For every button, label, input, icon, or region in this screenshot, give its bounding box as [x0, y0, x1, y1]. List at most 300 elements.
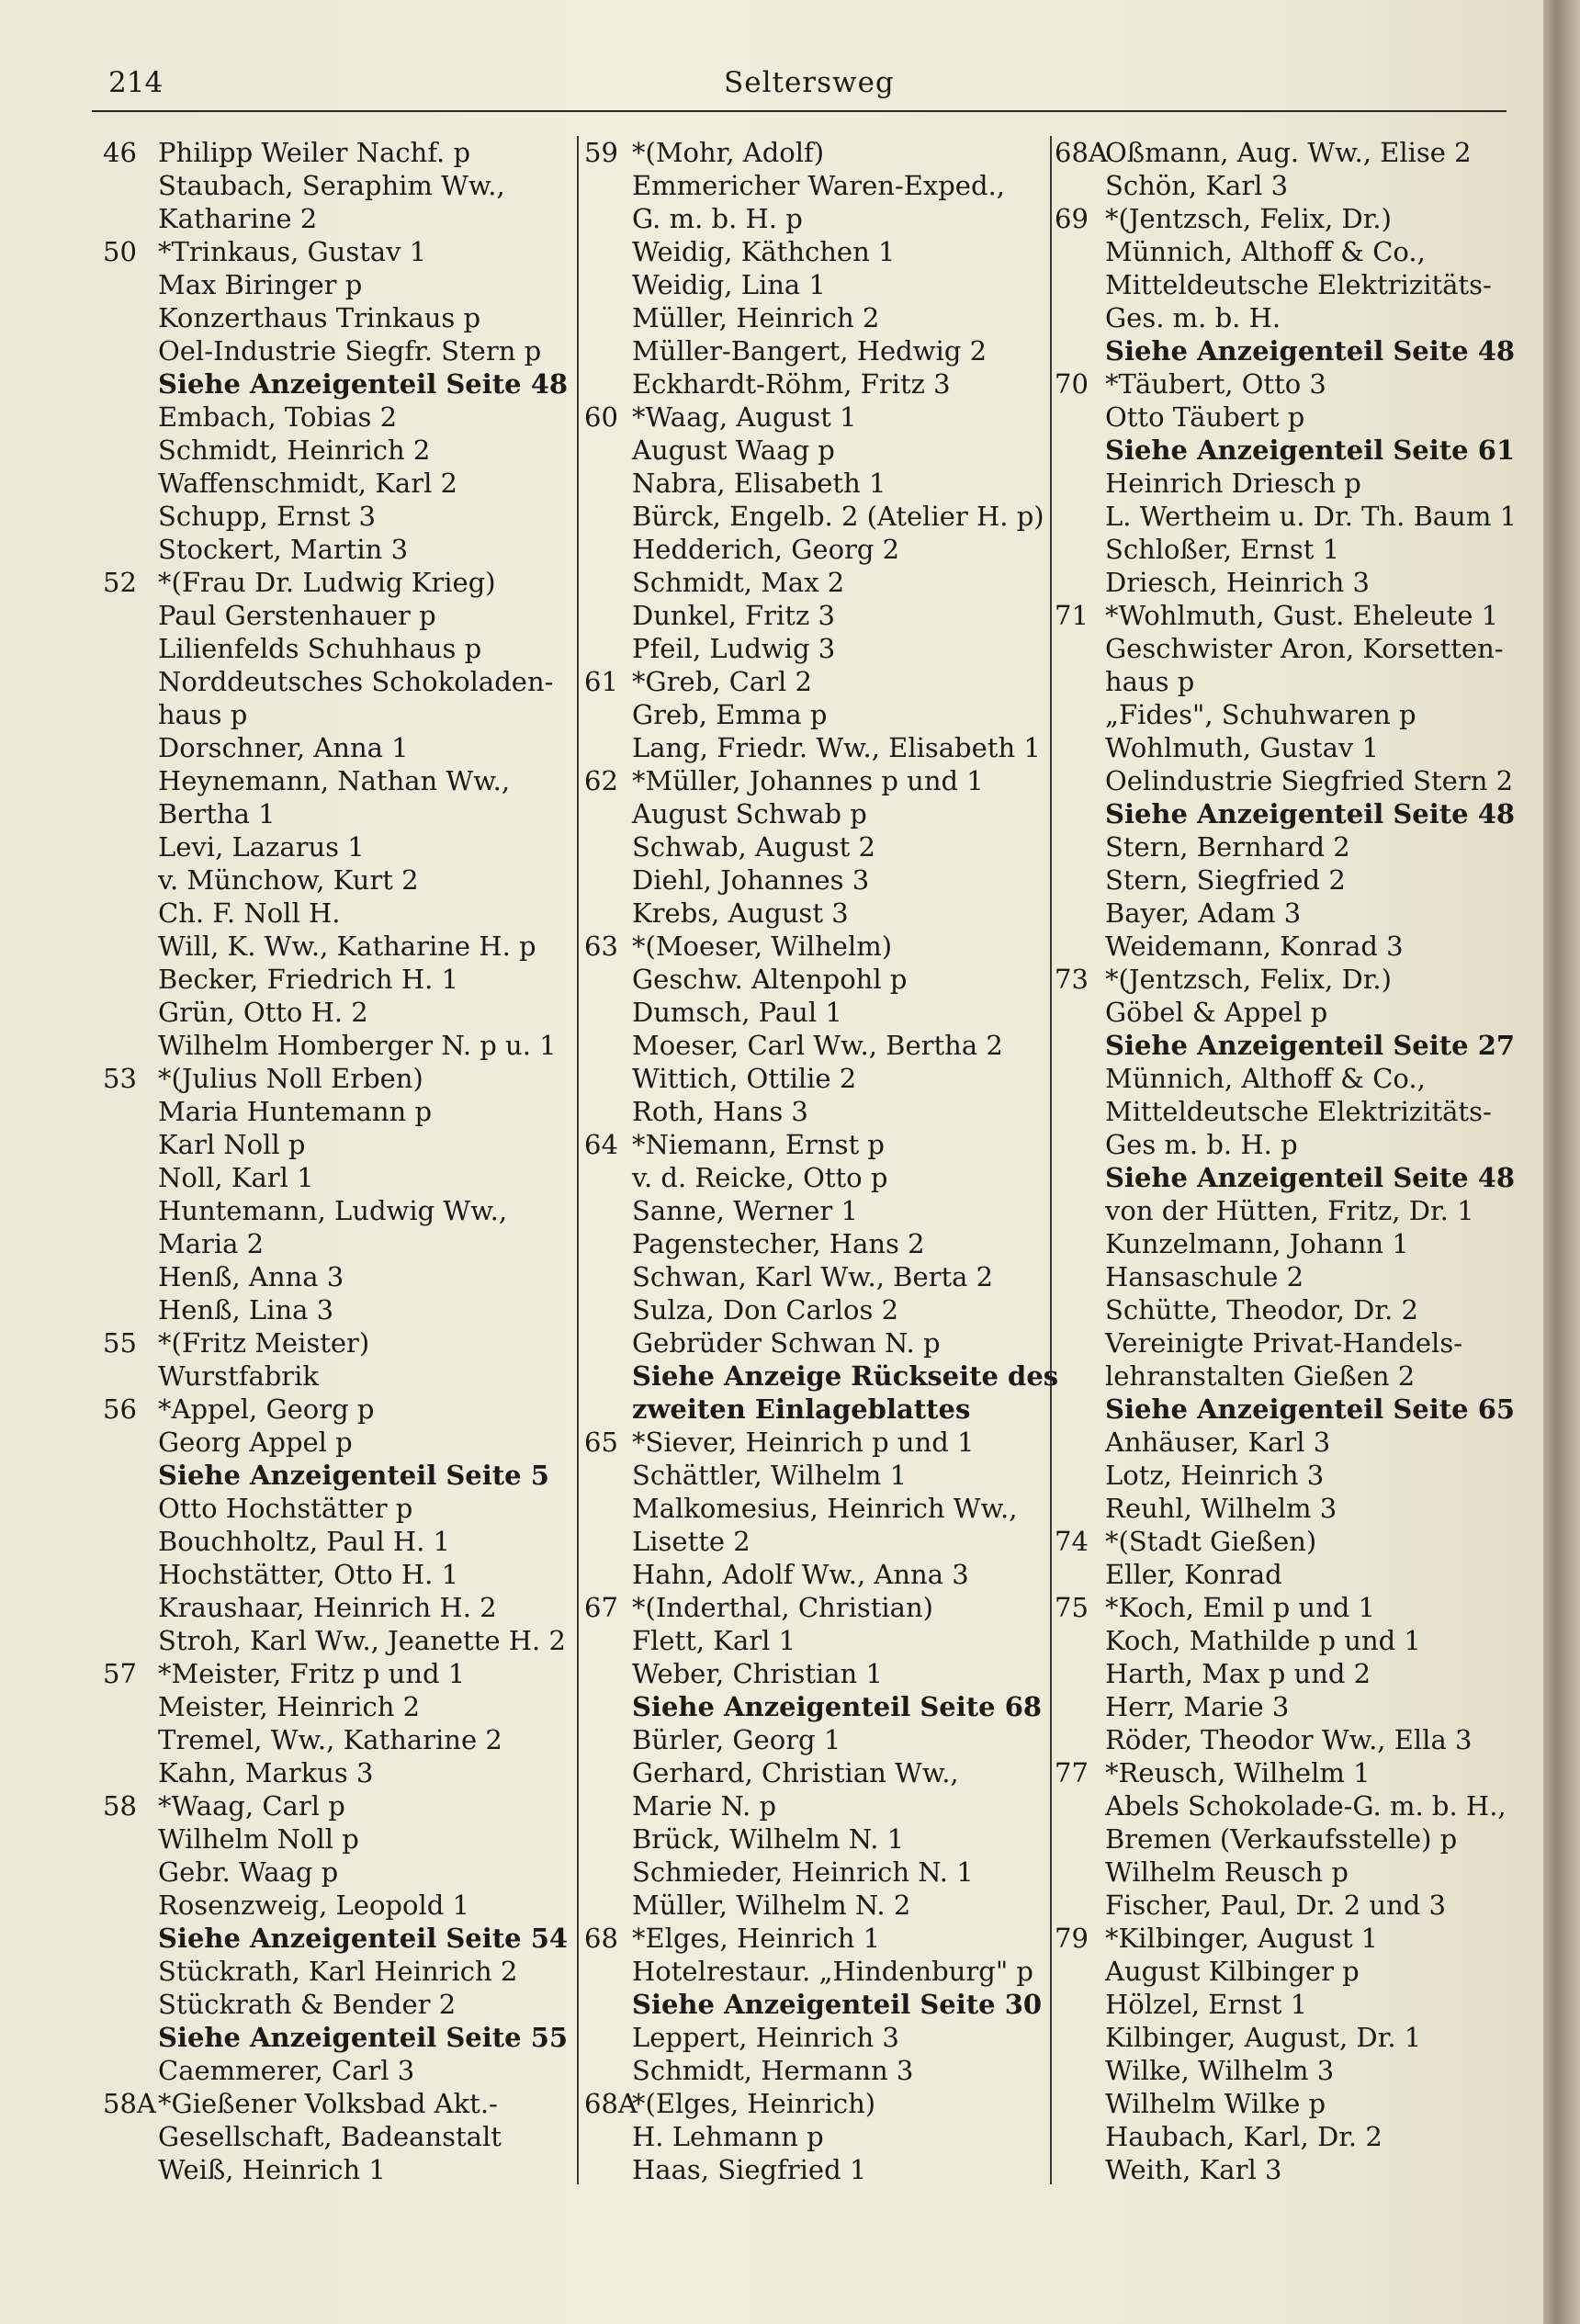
directory-entry [1055, 1558, 1505, 1591]
entry-text: Katharine 2 [158, 203, 318, 234]
street-title: Seltersweg [724, 66, 895, 99]
directory-entry [584, 863, 1044, 897]
header-rule [92, 110, 1507, 112]
directory-entry [584, 1492, 1044, 1525]
directory-entry [584, 1293, 1044, 1326]
entry-text: Siehe Anzeigenteil Seite 27 [1105, 1030, 1516, 1061]
directory-entry [584, 996, 1044, 1029]
entry-text: Kahn, Markus 3 [158, 1757, 374, 1788]
advert-reference [584, 1359, 1059, 1393]
directory-entry [103, 1194, 567, 1227]
directory-entry [584, 2021, 1044, 2054]
entry-text: Müller, Wilhelm N. 2 [632, 1890, 911, 1921]
entry-text: Röder, Theodor Ww., Ella 3 [1105, 1724, 1473, 1755]
entry-text: Siehe Anzeigenteil Seite 48 [1105, 1162, 1516, 1193]
directory-entry [584, 334, 1044, 367]
entry-text: Stroh, Karl Ww., Jeanette H. 2 [158, 1625, 566, 1656]
house-number: 79 [1055, 1923, 1089, 1954]
directory-entry [1055, 665, 1505, 698]
entry-text: zweiten Einlageblattes [632, 1393, 971, 1425]
entry-text: Paul Gerstenhauer p [158, 600, 436, 631]
directory-entry [1055, 2120, 1505, 2153]
entry-text: Becker, Friedrich H. 1 [158, 964, 459, 995]
entry-text: Koch, Mathilde p und 1 [1105, 1625, 1421, 1656]
entry-text: Oelindustrie Siegfried Stern 2 [1105, 765, 1514, 796]
directory-entry [103, 334, 567, 367]
directory-entry [103, 2120, 567, 2153]
directory-entry [103, 1591, 567, 1624]
entry-text: Mitteldeutsche Elektrizitäts- [1105, 269, 1492, 300]
directory-entry [1055, 1359, 1505, 1393]
entry-text: Henß, Anna 3 [158, 1261, 344, 1292]
directory-entry [103, 1988, 567, 2021]
directory-entry [584, 1657, 1044, 1690]
entry-text: Georg Appel p [158, 1427, 353, 1458]
directory-entry [103, 1723, 567, 1756]
entry-text: *(Jentzsch, Felix, Dr.) [1105, 964, 1392, 995]
entry-text: Oßmann, Aug. Ww., Elise 2 [1105, 137, 1472, 168]
entry-text: Gerhard, Christian Ww., [632, 1757, 959, 1788]
directory-entry [1055, 963, 1505, 996]
directory-entry [1055, 1889, 1505, 1922]
entry-text: Schwab, August 2 [632, 831, 875, 863]
entry-text: Stockert, Martin 3 [158, 534, 409, 565]
directory-entry [584, 1856, 1044, 1889]
directory-entry [1055, 1194, 1505, 1227]
entry-text: Leppert, Heinrich 3 [632, 2022, 899, 2053]
house-number: 63 [584, 931, 618, 962]
entry-text: *Reusch, Wilhelm 1 [1105, 1757, 1371, 1788]
entry-text: Münnich, Althoff & Co., [1105, 236, 1426, 267]
directory-entry [103, 830, 567, 863]
directory-entry [584, 1525, 1044, 1558]
directory-entry [1055, 1260, 1505, 1293]
entry-text: Mitteldeutsche Elektrizitäts- [1105, 1096, 1492, 1127]
house-number: 65 [584, 1427, 618, 1458]
entry-text: *(Moeser, Wilhelm) [632, 931, 893, 962]
entry-text: Lisette 2 [632, 1526, 750, 1557]
house-number: 55 [103, 1327, 137, 1359]
house-number: 75 [1055, 1592, 1089, 1623]
entry-text: Moeser, Carl Ww., Bertha 2 [632, 1030, 1003, 1061]
directory-entry [584, 268, 1044, 301]
directory-entry [1055, 202, 1505, 235]
directory-entry [103, 400, 567, 434]
entry-text: lehranstalten Gießen 2 [1105, 1360, 1416, 1392]
directory-entry [584, 1822, 1044, 1856]
entry-text: *(Stadt Gießen) [1105, 1526, 1317, 1557]
entry-text: Caemmerer, Carl 3 [158, 2055, 415, 2086]
entry-text: Weidemann, Konrad 3 [1105, 931, 1404, 962]
entry-text: *Appel, Georg p [158, 1393, 375, 1425]
directory-entry [1055, 1690, 1505, 1723]
directory-entry [584, 136, 1044, 169]
entry-text: Schättler, Wilhelm 1 [632, 1460, 908, 1491]
entry-text: Wittich, Ottilie 2 [632, 1063, 857, 1094]
entry-text: Staubach, Seraphim Ww., [158, 170, 505, 201]
directory-entry [584, 500, 1044, 533]
directory-entry [584, 1889, 1044, 1922]
house-number: 57 [103, 1658, 137, 1689]
directory-entry [584, 2087, 1044, 2120]
entry-text: Greb, Emma p [632, 699, 828, 730]
directory-entry [103, 1260, 567, 1293]
directory-entry [1055, 500, 1518, 533]
entry-text: Stern, Siegfried 2 [1105, 864, 1346, 896]
entry-text: Hedderich, Georg 2 [632, 534, 900, 565]
directory-entry [1055, 1756, 1505, 1789]
house-number: 53 [103, 1063, 137, 1094]
directory-entry [584, 1459, 1044, 1492]
entry-text: Wilke, Wilhelm 3 [1105, 2055, 1335, 2086]
entry-text: Wilhelm Reusch p [1105, 1856, 1349, 1888]
entry-text: Meister, Heinrich 2 [158, 1691, 421, 1722]
directory-entry [103, 863, 567, 897]
page-header [108, 66, 1505, 112]
entry-text: *Waag, August 1 [632, 401, 857, 433]
directory-entry [584, 533, 1044, 566]
entry-text: Will, K. Ww., Katharine H. p [158, 931, 536, 962]
entry-text: Wilhelm Homberger N. p u. 1 [158, 1030, 557, 1061]
entry-text: Fischer, Paul, Dr. 2 und 3 [1105, 1890, 1446, 1921]
directory-entry [1055, 136, 1505, 169]
entry-text: Lang, Friedr. Ww., Elisabeth 1 [632, 732, 1041, 763]
directory-entry [103, 2153, 567, 2186]
directory-entry [1055, 1062, 1505, 1095]
entry-text: Wurstfabrik [158, 1360, 320, 1392]
directory-entry [584, 963, 1044, 996]
house-number: 52 [103, 567, 137, 598]
entry-text: Ges m. b. H. p [1105, 1129, 1298, 1160]
directory-entry [584, 830, 1044, 863]
directory-entry [103, 1393, 567, 1426]
entry-text: *Wohlmuth, Gust. Eheleute 1 [1105, 600, 1499, 631]
entry-text: Weidig, Käthchen 1 [632, 236, 896, 267]
directory-entry [103, 533, 567, 566]
directory-entry [1055, 1525, 1505, 1558]
entry-text: Noll, Karl 1 [158, 1162, 314, 1193]
directory-entry [584, 632, 1044, 665]
entry-text: Siehe Anzeigenteil Seite 30 [632, 1989, 1043, 2020]
directory-entry [584, 566, 1044, 599]
advert-reference [1055, 334, 1516, 367]
house-number: 46 [103, 137, 137, 168]
entry-text: August Kilbinger p [1105, 1956, 1360, 1987]
entry-text: *Waag, Carl p [158, 1790, 345, 1822]
entry-text: *(Julius Noll Erben) [158, 1063, 423, 1094]
entry-text: Wohlmuth, Gustav 1 [1105, 732, 1379, 763]
directory-entry [584, 731, 1044, 764]
directory-entry [103, 764, 567, 797]
directory-entry [584, 367, 1044, 400]
entry-text: Siehe Anzeigenteil Seite 5 [158, 1460, 549, 1491]
directory-column-2 [584, 136, 1059, 2186]
entry-text: Göbel & Appel p [1105, 997, 1328, 1028]
directory-entry [1055, 1856, 1505, 1889]
entry-text: Eckhardt-Röhm, Fritz 3 [632, 368, 951, 400]
advert-reference [103, 2021, 567, 2054]
directory-entry [1055, 1426, 1505, 1459]
entry-text: Philipp Weiler Nachf. p [158, 137, 471, 168]
entry-text: Weidig, Lina 1 [632, 269, 826, 300]
directory-entry [103, 268, 567, 301]
directory-entry [584, 1955, 1044, 1988]
directory-entry [103, 1326, 567, 1359]
entry-text: Anhäuser, Karl 3 [1105, 1427, 1331, 1458]
entry-text: Gebr. Waag p [158, 1856, 339, 1888]
directory-entry [584, 1095, 1044, 1128]
directory-entry [103, 1822, 567, 1856]
directory-entry [103, 566, 567, 599]
entry-text: Hahn, Adolf Ww., Anna 3 [632, 1559, 969, 1590]
directory-entry [1055, 400, 1505, 434]
entry-text: Marie N. p [632, 1790, 777, 1822]
house-number: 58 [103, 1790, 137, 1822]
entry-text: *Siever, Heinrich p und 1 [632, 1427, 975, 1458]
entry-text: Schmieder, Heinrich N. 1 [632, 1856, 974, 1888]
entry-text: v. d. Reicke, Otto p [632, 1162, 888, 1193]
entry-text: Kilbinger, August, Dr. 1 [1105, 2022, 1422, 2053]
directory-entry [1055, 1459, 1505, 1492]
entry-text: Nabra, Elisabeth 1 [632, 468, 886, 499]
directory-entry [1055, 632, 1505, 665]
directory-entry [103, 996, 567, 1029]
directory-entry [584, 1591, 1044, 1624]
house-number: 69 [1055, 203, 1089, 234]
house-number: 68 [584, 1923, 618, 1954]
entry-text: Schön, Karl 3 [1105, 170, 1289, 201]
advert-reference [1055, 1029, 1516, 1062]
entry-text: G. m. b. H. p [632, 203, 803, 234]
entry-text: Max Biringer p [158, 269, 363, 300]
directory-entry [584, 1922, 1044, 1955]
directory-entry [584, 400, 1044, 434]
directory-entry [584, 1194, 1044, 1227]
entry-text: Hölzel, Ernst 1 [1105, 1989, 1308, 2020]
directory-entry [103, 1525, 567, 1558]
column-divider [1050, 136, 1052, 2184]
directory-entry [584, 930, 1044, 963]
entry-text: Vereinigte Privat-Handels- [1105, 1327, 1463, 1359]
directory-entry [584, 235, 1044, 268]
entry-text: Norddeutsches Schokoladen- [158, 666, 554, 697]
entry-text: Weiß, Heinrich 1 [158, 2154, 386, 2185]
advert-reference [584, 1988, 1044, 2021]
directory-entry [584, 698, 1044, 731]
directory-entry [584, 1789, 1044, 1822]
directory-entry [103, 897, 567, 930]
entry-text: Sanne, Werner 1 [632, 1195, 858, 1226]
advert-reference [1055, 434, 1516, 467]
directory-entry [584, 1426, 1044, 1459]
entry-text: Driesch, Heinrich 3 [1105, 567, 1370, 598]
entry-text: *(Jentzsch, Felix, Dr.) [1105, 203, 1392, 234]
entry-text: Heinrich Driesch p [1105, 468, 1361, 499]
directory-entry [1055, 1227, 1505, 1260]
directory-entry [1055, 1789, 1505, 1822]
directory-entry [103, 930, 567, 963]
advert-reference [103, 1922, 567, 1955]
directory-entry [1055, 996, 1505, 1029]
house-number: 50 [103, 236, 137, 267]
directory-entry [584, 1062, 1044, 1095]
entry-text: Stückrath & Bender 2 [158, 1989, 457, 2020]
directory-entry [1055, 268, 1505, 301]
directory-entry [1055, 467, 1505, 500]
entry-text: von der Hütten, Fritz, Dr. 1 [1105, 1195, 1474, 1226]
entry-text: Wilhelm Wilke p [1105, 2088, 1326, 2119]
entry-text: Siehe Anzeigenteil Seite 48 [1105, 335, 1516, 367]
page-edge [1543, 0, 1580, 2324]
directory-entry [584, 169, 1044, 202]
directory-entry [1055, 830, 1505, 863]
directory-entry [584, 1756, 1044, 1789]
directory-entry [103, 1889, 567, 1922]
directory-entry [103, 1690, 567, 1723]
entry-text: Siehe Anzeigenteil Seite 48 [158, 368, 569, 400]
house-number: 56 [103, 1393, 137, 1425]
directory-entry [584, 1260, 1044, 1293]
directory-entry [1055, 1723, 1505, 1756]
house-number: 61 [584, 666, 618, 697]
directory-entry [584, 1161, 1044, 1194]
house-number: 68A [1055, 137, 1108, 168]
directory-entry [1055, 1922, 1505, 1955]
directory-entry [1055, 2153, 1505, 2186]
entry-text: L. Wertheim u. Dr. Th. Baum 1 [1105, 501, 1518, 532]
house-number: 77 [1055, 1757, 1089, 1788]
directory-entry [103, 2054, 567, 2087]
directory-entry [103, 169, 567, 202]
directory-entry [103, 963, 567, 996]
house-number: 59 [584, 137, 618, 168]
directory-entry [1055, 2021, 1505, 2054]
directory-entry [103, 1789, 567, 1822]
directory-entry [103, 1029, 567, 1062]
entry-text: Stern, Bernhard 2 [1105, 831, 1350, 863]
entry-text: Konzerthaus Trinkaus p [158, 302, 481, 333]
directory-entry [1055, 2087, 1505, 2120]
entry-text: Siehe Anzeigenteil Seite 55 [158, 2022, 569, 2053]
entry-text: Bürler, Georg 1 [632, 1724, 841, 1755]
entry-text: Schmidt, Heinrich 2 [158, 434, 431, 466]
directory-entry [584, 301, 1044, 334]
entry-text: Ges. m. b. H. [1105, 302, 1281, 333]
directory-entry [1055, 764, 1514, 797]
house-number: 64 [584, 1129, 618, 1160]
entry-text: Siehe Anzeigenteil Seite 48 [1105, 798, 1516, 829]
directory-entry [103, 797, 567, 830]
directory-entry [103, 1624, 567, 1657]
directory-entry [1055, 897, 1505, 930]
entry-text: *(Mohr, Adolf) [632, 137, 825, 168]
entry-text: Lotz, Heinrich 3 [1105, 1460, 1325, 1491]
entry-text: August Schwab p [632, 798, 867, 829]
entry-text: Brück, Wilhelm N. 1 [632, 1823, 905, 1855]
entry-text: Bouchholtz, Paul H. 1 [158, 1526, 450, 1557]
entry-text: Schütte, Theodor, Dr. 2 [1105, 1294, 1418, 1326]
entry-text: Flett, Karl 1 [632, 1625, 796, 1656]
entry-text: *Greb, Carl 2 [632, 666, 812, 697]
house-number: 67 [584, 1592, 618, 1623]
entry-text: Bayer, Adam 3 [1105, 897, 1302, 929]
house-number: 58A [103, 2088, 156, 2119]
directory-entry [584, 1723, 1044, 1756]
entry-text: v. Münchow, Kurt 2 [158, 864, 419, 896]
entry-text: Siehe Anzeigenteil Seite 61 [1105, 434, 1516, 466]
entry-text: Oel-Industrie Siegfr. Stern p [158, 335, 542, 367]
entry-text: Ch. F. Noll H. [158, 897, 341, 929]
directory-entry [103, 1062, 567, 1095]
house-number: 62 [584, 765, 618, 796]
entry-text: haus p [1105, 666, 1195, 697]
entry-text: Stückrath, Karl Heinrich 2 [158, 1956, 518, 1987]
directory-entry [1055, 235, 1505, 268]
entry-text: Siehe Anzeige Rückseite des [632, 1360, 1059, 1392]
directory-entry [103, 698, 567, 731]
directory-entry [103, 1492, 567, 1525]
directory-entry [1055, 1326, 1505, 1359]
house-number: 68A [584, 2088, 638, 2119]
entry-text: Reuhl, Wilhelm 3 [1105, 1493, 1337, 1524]
directory-entry [584, 2153, 1044, 2186]
entry-text: Bürck, Engelb. 2 (Atelier H. p) [632, 501, 1044, 532]
directory-entry [103, 467, 567, 500]
entry-text: Heynemann, Nathan Ww., [158, 765, 511, 796]
directory-column-1 [103, 136, 567, 2186]
entry-text: *(Frau Dr. Ludwig Krieg) [158, 567, 496, 598]
entry-text: Pfeil, Ludwig 3 [632, 633, 836, 664]
entry-text: Abels Schokolade-G. m. b. H., [1105, 1790, 1507, 1822]
directory-entry [103, 1359, 567, 1393]
entry-text: Geschwister Aron, Korsetten- [1105, 633, 1504, 664]
directory-entry [584, 434, 1044, 467]
entry-text: Pagenstecher, Hans 2 [632, 1228, 925, 1259]
directory-entry [103, 2087, 567, 2120]
entry-text: *Müller, Johannes p und 1 [632, 765, 984, 796]
entry-text: Emmericher Waren-Exped., [632, 170, 1005, 201]
directory-entry [103, 1955, 567, 1988]
entry-text: Hochstätter, Otto H. 1 [158, 1559, 459, 1590]
directory-entry [1055, 1095, 1505, 1128]
advert-reference [584, 1393, 1044, 1426]
entry-text: Dorschner, Anna 1 [158, 732, 409, 763]
house-number: 71 [1055, 600, 1089, 631]
entry-text: Tremel, Ww., Katharine 2 [158, 1724, 502, 1755]
entry-text: *Gießener Volksbad Akt.- [158, 2088, 498, 2119]
advert-reference [103, 1459, 567, 1492]
directory-entry [103, 632, 567, 665]
advert-reference [1055, 1393, 1516, 1426]
directory-entry [1055, 1955, 1505, 1988]
entry-text: Dumsch, Paul 1 [632, 997, 842, 1028]
entry-text: Otto Täubert p [1105, 401, 1305, 433]
directory-entry [103, 1756, 567, 1789]
entry-text: Herr, Marie 3 [1105, 1691, 1290, 1722]
entry-text: Hotelrestaur. „Hindenburg" p [632, 1956, 1033, 1987]
entry-text: Gesellschaft, Badeanstalt [158, 2121, 502, 2152]
directory-entry [1055, 566, 1505, 599]
entry-text: Malkomesius, Heinrich Ww., [632, 1493, 1018, 1524]
entry-text: Siehe Anzeigenteil Seite 65 [1105, 1393, 1516, 1425]
entry-text: Diehl, Johannes 3 [632, 864, 870, 896]
directory-entry [103, 599, 567, 632]
directory-entry [584, 1326, 1044, 1359]
directory-entry [1055, 1624, 1505, 1657]
directory-entry [103, 1856, 567, 1889]
directory-entry [1055, 1822, 1505, 1856]
entry-text: Schmidt, Max 2 [632, 567, 845, 598]
